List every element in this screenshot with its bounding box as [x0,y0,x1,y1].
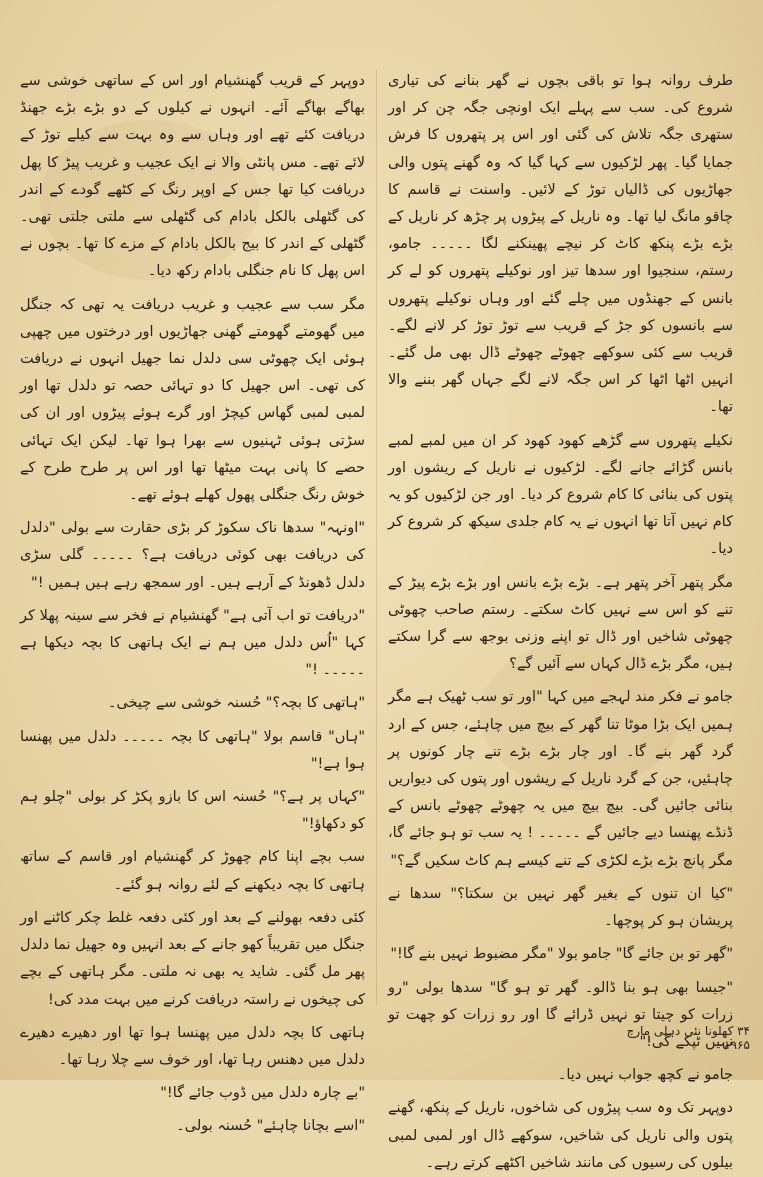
right-text-column [388,68,733,1177]
paragraph: "بے چارہ دلدل میں ڈوب جائے گا!" [160,1085,365,1102]
paragraph: "گھر تو بن جائے گا" جامو بولا "مگر مضبوط نہیں بنے گا!" [390,946,733,963]
paragraph: نکیلے پتھروں سے گڑھے کھود کھود کر ان میں لمبے لمبے بانس گڑائے جانے لگے۔ لڑکیوں نے ناریل کے ریشوں اور پتوں کی بنائی کا کام شروع کر دیا۔ اور جن لڑکیوں کو یہ کام نہیں آتا تھا انہوں نے یہ کام جلدی سیکھ کر شروع کر دیا۔ [388,432,733,558]
column-divider [376,70,377,1005]
paragraph: "کیا ان تنوں کے بغیر گھر نہیں بن سکتا؟" سدھا نے پریشان ہو کر پوچھا۔ [388,885,733,930]
publication-line: کھلونا نئی دہلی مارچ ۱۹۶۵ [626,1024,750,1052]
page-number: ۳۴ [737,1024,750,1038]
left-text-column [20,68,365,1141]
paragraph: "دریافت تو اب آتی ہے" گھنشیام نے فخر سے سینہ پھلا کر کہا "اُس دلدل میں ہم نے ایک ہاتھی کا بچہ دیکھا ہے ۔۔۔۔۔ !" [20,607,365,679]
paragraph: "ہاتھی کا بچہ؟" حُسنہ خوشی سے چیخی۔ [107,695,365,712]
page-footer [600,1024,750,1052]
paragraph: "جیسا بھی ہو بنا ڈالو۔ گھر تو ہو گا" سدھا بولی "رو زرات کو چیتا تو نہیں ڈرائے گا اور رو زرات کو چھت تو نہیں ٹپکے گی!" [388,979,733,1050]
paragraph: ہاتھی کا بچہ دلدل میں پھنسا ہوا تھا اور دھیرے دھیرے دلدل میں دھنس رہا تھا، اور خوف سے چلا رہا تھا۔ [20,1024,365,1068]
paragraph: "اسے بچانا چاہئے" حُسنہ بولی۔ [176,1118,365,1135]
paragraph: مگر سب سے عجیب و غریب دریافت یہ تھی کہ جنگل میں گھومتے گھومتے گھنی جھاڑیوں اور درختوں میں چھپی ہوئی ایک چھوٹی سی دلدل نما جھیل انہوں نے دریافت کی تھی۔ اس جھیل کا دو تہائی حصہ تو دلدل تھا اور لمبی لمبی گھاس کیچڑ اور گرے ہوئے پیڑوں اور ان کی سڑتی ہوئی ٹہنیوں سے بھرا ہوا تھا۔ لیکن ایک تہائی حصے کا پانی بہت میٹھا تھا اور اس پر طرح طرح کے خوش رنگ جنگلی پھول کھلے ہوئے تھے۔ [20,296,365,504]
paragraph: طرف روانہ ہوا تو باقی بچوں نے گھر بنانے کی تیاری شروع کی۔ سب سے پہلے ایک اونچی جگہ چن کر اور ستھری جگہ تلاش کی گئی اور اس پر پتھروں کا فرش جمایا گیا۔ پھر لڑکیوں سے کہا گیا کہ وہ گھنے پتوں والی جھاڑیوں کی ڈالیاں توڑ کے لائیں۔ واسنت نے قاسم کا چاقو مانگ لیا تھا۔ وہ ناریل کے پیڑوں پر چڑھ کر ناریل کے بڑے بڑے پنکھ کاٹ کر نیچے پھینکنے لگا ۔۔۔۔۔ جامو، رستم، سنجیوا اور سدھا تیز اور نوکیلے پتھروں کو لے کر بانس کے جھنڈوں میں چلے گئے اور وہاں نوکیلے پتھروں سے بانسوں کو جڑ کے قریب سے توڑ توڑ کر لانے لگے۔ قریب سے کئی سوکھے چھوٹے چھوٹے ڈال بھی مل گئے۔ انہیں اٹھا اٹھا کر اس جگہ لانے لگے جہاں گھر بننے والا تھا۔ [388,73,733,416]
paragraph: "ہاں" قاسم بولا "ہاتھی کا بچہ ۔۔۔۔۔ دلدل میں پھنسا ہوا ہے!" [20,728,365,772]
paragraph: دوپہر تک وہ سب پیڑوں کی شاخوں، ناریل کے پنکھ، گھنے پتوں والی ناریل کی شاخیں، سوکھے ڈال اور لمبی لمبی بیلوں کی رسیوں کی مانند شاخیں اکٹھے کرتے رہے۔ [388,1100,733,1171]
paragraph: مگر پتھر آخر پتھر ہے۔ بڑے بڑے بانس اور بڑے بڑے پیڑ کے تنے کو اس سے نہیں کاٹ سکتے۔ رستم صاحب چھوٹی چھوٹی شاخیں اور ڈال تو اپنے وزنی بوجھ سے گرا سکتے ہیں، مگر بڑے ڈال کہاں سے آئیں گے؟ [388,574,733,673]
paragraph: جامو نے فکر مند لہجے میں کہا "اور تو سب ٹھیک ہے مگر ہمیں ایک بڑا موٹا تنا گھر کے بیچ میں چاہئے، جس کے ارد گرد گھر بنے گا۔ اور چار بڑے بڑے تنے چار کونوں پر چاہئیں، جن کے گرد ناریل کے ریشوں اور پتوں کی دیواریں بنائی جائیں گی۔ بیچ بیچ میں یہ چھوٹے چھوٹے بانس کے ڈنڈے پھنسا دیے جائیں گے ۔۔۔۔۔ ! یہ سب تو ہو جائے گا، مگر پانچ بڑے بڑے لکڑی کے تنے کیسے ہم کاٹ سکیں گے؟" [388,689,733,869]
paragraph: دوپہر کے قریب گھنشیام اور اس کے ساتھی خوشی سے بھاگے بھاگے آئے۔ انہوں نے کیلوں کے دو بڑے بڑے جھنڈ دریافت کئے تھے اور وہاں سے وہ بہت سے کیلے توڑ کے لائے تھے۔ مس پانٹی والا نے ایک عجیب و غریب پیڑ کا پھل دریافت کیا تھا جس کے اوپر رنگ کے کٹھے گودے کے اندر کی گٹھلی بالکل بادام کی گٹھلی سے ملتی جلتی تھی۔ گٹھلی کے اندر کا بیج بالکل بادام کے مزے کا تھا۔ بچوں نے اس پھل کا نام جنگلی بادام رکھ دیا۔ [20,73,365,280]
paragraph: سب بچے اپنا کام چھوڑ کر گھنشیام اور قاسم کے ساتھ ہاتھی کا بچہ دیکھنے کے لئے روانہ ہو گئے۔ [20,849,365,893]
paragraph: "کہاں پر ہے؟" حُسنہ اس کا بازو پکڑ کر بولی "چلو ہم کو دکھاؤ!" [20,789,365,833]
paragraph: "اونہہ" سدھا ناک سکوڑ کر بڑی حقارت سے بولی "دلدل کی دریافت بھی کوئی دریافت ہے؟ ۔۔۔۔۔ گلی سڑی دلدل ڈھونڈ کے آرہے ہیں۔ اور سمجھ رہے ہیں ہمیں !" [20,520,365,591]
paragraph: جامو نے کچھ جواب نہیں دیا۔ [557,1067,733,1084]
paragraph: کئی دفعہ بھولنے کے بعد اور کئی دفعہ غلط چکر کاٹنے اور جنگل میں تقریباً کھو جانے کے بعد انہیں وہ جھیل نما دلدل پھر مل گئی۔ شاید یہ بھی نہ ملتی۔ مگر ہاتھی کے بچے کی چیخوں نے راستہ دریافت کرنے میں بہت مدد کی! [20,909,365,1008]
